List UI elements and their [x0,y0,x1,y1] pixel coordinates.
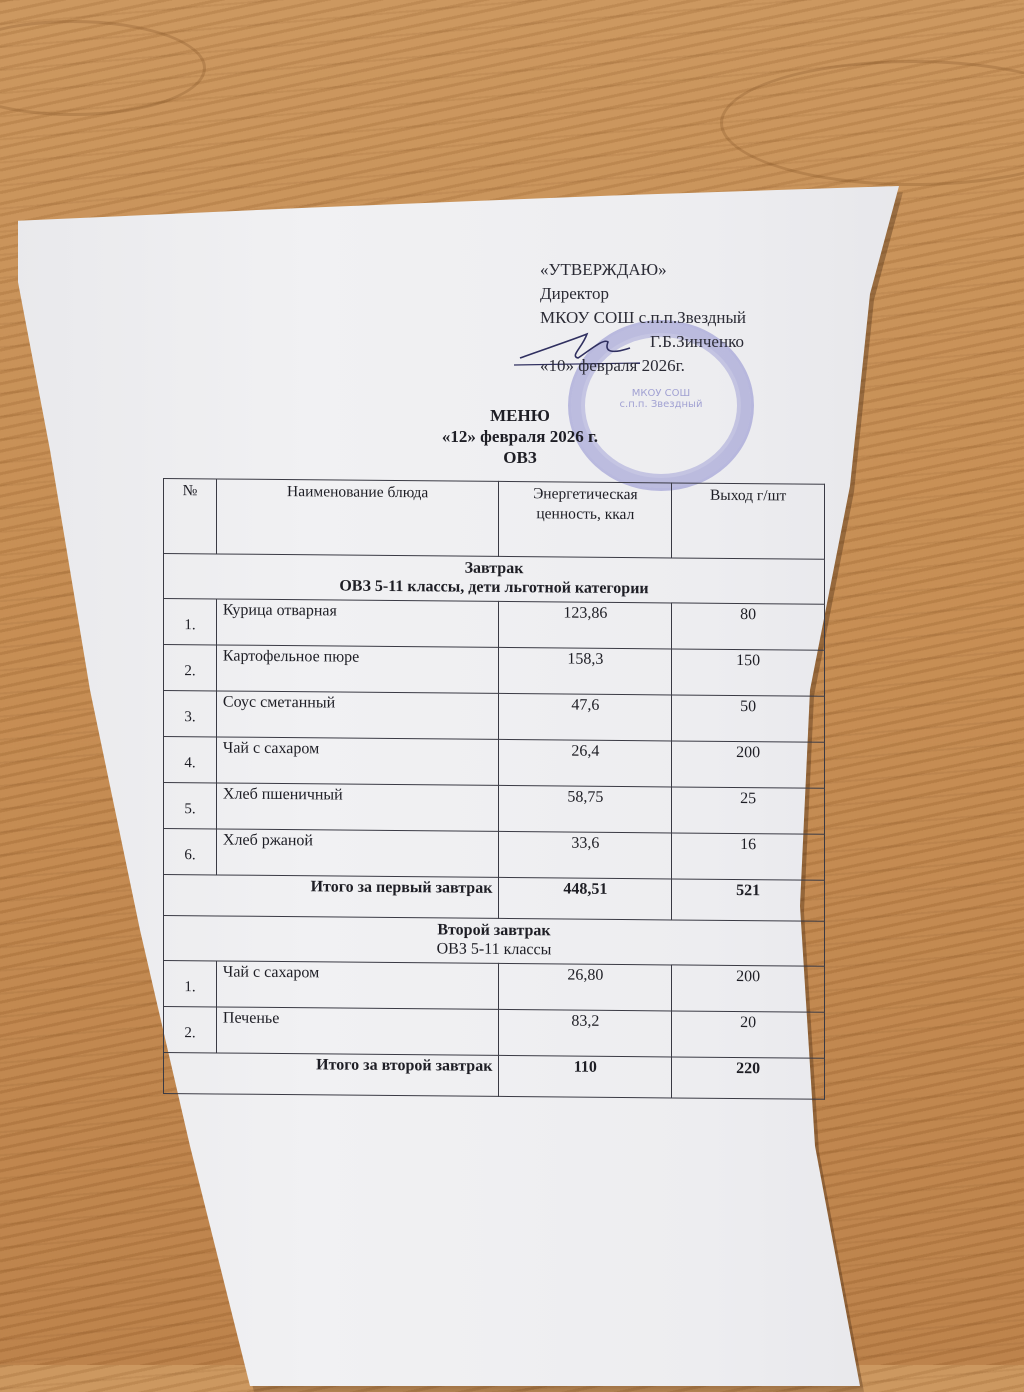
total-energy: 448,51 [499,877,672,920]
row-number: 1. [164,599,217,645]
title-menu: МЕНЮ [490,406,550,425]
total-yield: 220 [672,1057,825,1099]
section-subtitle: ОВЗ 5-11 классы [436,940,552,959]
menu-table [163,478,825,1100]
total-energy: 110 [499,1055,672,1098]
section-row-second-breakfast [164,916,825,967]
dish-energy: 33,6 [499,831,672,879]
table-row [164,783,825,835]
dish-energy: 158,3 [499,647,672,695]
table-row [164,829,825,881]
table-header-row [164,479,825,560]
table-row [164,1007,825,1059]
dish-name: Картофельное пюре [216,645,499,693]
section-title: Завтрак [464,559,524,578]
table-row [164,599,825,651]
signer-name: Г.Б.Зинченко [650,332,744,351]
row-number: 6. [164,829,217,875]
dish-yield: 20 [672,1011,825,1058]
dish-yield: 150 [672,649,825,696]
dish-energy: 58,75 [499,785,672,833]
menu-title [370,405,670,468]
school-name: МКОУ СОШ с.п.п.Звездный [540,308,747,327]
dish-yield: 25 [672,787,825,834]
dish-energy: 123,86 [499,601,672,649]
table-row [164,645,825,697]
dish-name: Соус сметанный [216,691,499,739]
total-label: Итого за второй завтрак [164,1053,499,1097]
table-row [164,961,825,1013]
total-row-breakfast [164,875,825,922]
row-number: 2. [164,645,217,691]
section-subtitle: ОВЗ 5-11 классы, дети льготной категории [339,577,649,598]
dish-name: Курица отварная [216,599,499,647]
header-number: № [164,479,217,554]
section-title: Второй завтрак [437,921,551,940]
total-yield: 521 [672,879,825,921]
table-row [164,737,825,789]
approver-position: Директор [540,284,609,303]
dish-energy: 83,2 [499,1009,672,1057]
dish-energy: 47,6 [499,693,672,741]
section-row-breakfast [164,554,825,605]
dish-energy: 26,4 [499,739,672,787]
wood-grain-knot [0,20,206,116]
dish-yield: 200 [672,741,825,788]
section-header [164,916,825,967]
dish-name: Печенье [216,1007,499,1055]
table-row [164,691,825,743]
row-number: 2. [164,1007,217,1053]
approval-date: «10» февраля 2026г. [540,356,685,375]
dish-yield: 80 [672,603,825,650]
section-header [164,554,825,605]
header-yield: Выход г/шт [672,483,825,559]
row-number: 3. [164,691,217,737]
dish-yield: 16 [672,833,825,880]
approve-heading: «УТВЕРЖДАЮ» [540,260,667,279]
dish-name: Хлеб ржаной [216,829,499,877]
wood-grain-knot [720,60,1024,186]
row-number: 1. [164,961,217,1007]
header-dish-name: Наименование блюда [216,479,499,556]
dish-name: Хлеб пшеничный [216,783,499,831]
dish-yield: 50 [672,695,825,742]
title-category: ОВЗ [503,448,537,467]
dish-name: Чай с сахаром [216,961,499,1009]
total-row-second-breakfast [164,1053,825,1100]
header-energy: Энергетическая ценность, ккал [499,481,672,558]
approval-block [540,258,830,378]
row-number: 4. [164,737,217,783]
dish-energy: 26,80 [499,963,672,1011]
dish-name: Чай с сахаром [216,737,499,785]
dish-yield: 200 [672,965,825,1012]
row-number: 5. [164,783,217,829]
title-date: «12» февраля 2026 г. [441,427,599,446]
total-label: Итого за первый завтрак [164,875,499,919]
stamp-text: МКОУ СОШ с.п.п. Звездный [619,388,703,410]
